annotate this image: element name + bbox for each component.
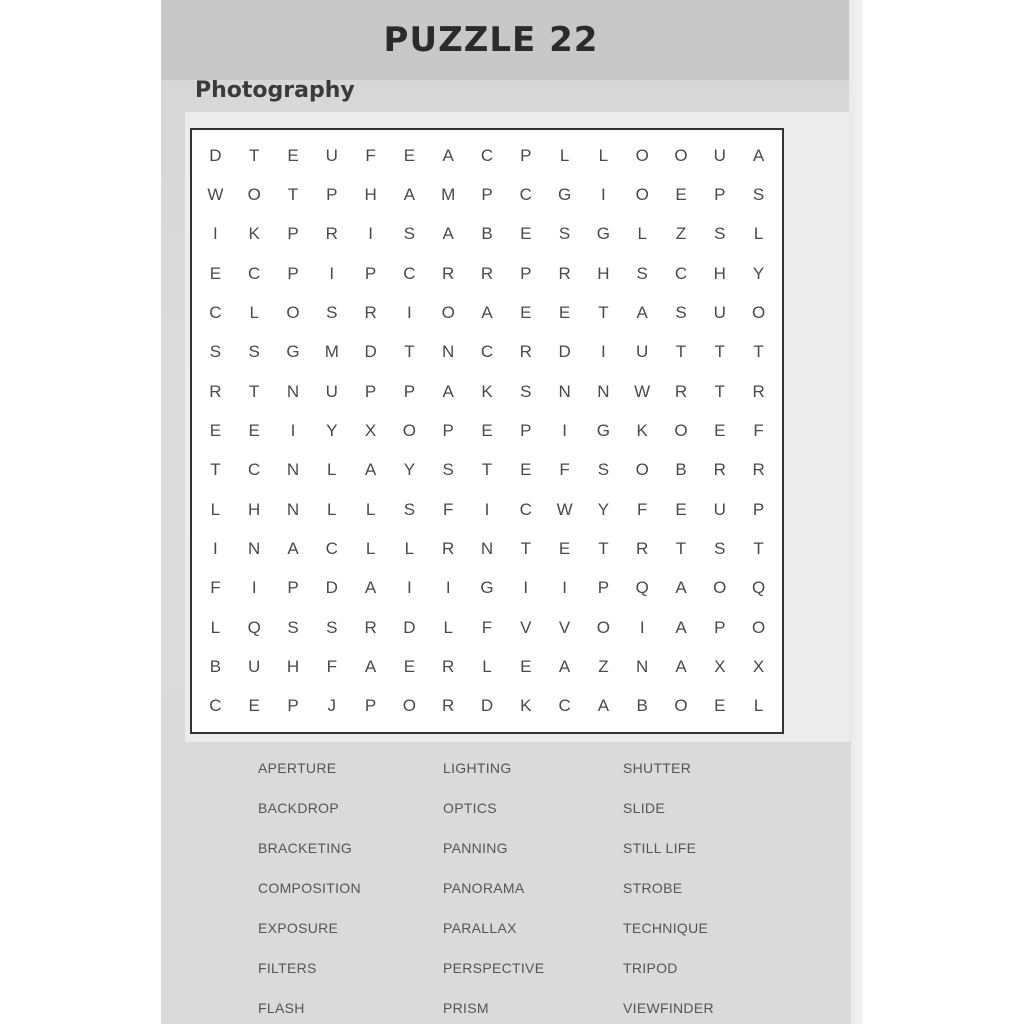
grid-letter: T xyxy=(520,538,531,558)
grid-letter: B xyxy=(481,224,493,244)
grid-letter: A xyxy=(442,224,454,244)
grid-letter: A xyxy=(364,460,377,480)
grid-letter: C xyxy=(480,342,494,362)
grid-letter: R xyxy=(636,538,649,558)
grid-letter: H xyxy=(364,184,377,204)
grid-letter: P xyxy=(364,696,377,716)
grid-letter: N xyxy=(248,538,261,558)
grid-letter: E xyxy=(714,696,726,716)
grid-letter: U xyxy=(713,145,726,165)
word-list-item: EXPOSURE xyxy=(258,920,339,936)
grid-letter: R xyxy=(364,302,377,322)
grid-letter: A xyxy=(636,302,648,322)
grid-letter: S xyxy=(442,460,454,480)
word-list-item: VIEWFINDER xyxy=(623,1000,714,1016)
grid-letter: O xyxy=(635,145,649,165)
grid-letter: S xyxy=(558,224,571,244)
grid-letter: D xyxy=(403,617,416,637)
grid-letter: S xyxy=(326,302,338,322)
word-list-item: PRISM xyxy=(443,1000,489,1016)
grid-letter: R xyxy=(519,342,532,362)
grid-letter: R xyxy=(558,263,571,283)
grid-letter: N xyxy=(636,656,649,676)
grid-letter: T xyxy=(404,342,415,362)
grid-letter: C xyxy=(325,538,338,558)
grid-letter: E xyxy=(558,302,571,322)
grid-letter: A xyxy=(287,538,299,558)
grid-letter: T xyxy=(287,184,299,204)
grid-letter: G xyxy=(596,224,610,244)
grid-letter: T xyxy=(598,302,609,322)
grid-letter: J xyxy=(327,696,337,716)
word-list-item: PANNING xyxy=(443,840,508,856)
grid-letter: S xyxy=(248,342,260,362)
grid-letter: E xyxy=(520,224,532,244)
grid-letter: C xyxy=(519,184,532,204)
grid-letter: O xyxy=(751,302,766,322)
grid-letter: L xyxy=(365,499,376,519)
grid-letter: A xyxy=(481,302,493,322)
grid-letter: U xyxy=(713,499,726,519)
word-list-item: PANORAMA xyxy=(443,880,525,896)
grid-letter: A xyxy=(442,145,454,165)
grid-letter: N xyxy=(286,460,300,480)
grid-letter: O xyxy=(286,302,300,322)
grid-letter: P xyxy=(597,578,610,598)
grid-letter: I xyxy=(562,578,567,598)
grid-letter: T xyxy=(753,342,764,362)
grid-letter: L xyxy=(482,656,492,676)
grid-letter: L xyxy=(559,145,570,165)
grid-letter: L xyxy=(753,696,764,716)
grid-letter: R xyxy=(209,381,222,401)
grid-letter: L xyxy=(327,460,337,480)
grid-letter: O xyxy=(247,184,261,204)
grid-letter: Y xyxy=(752,263,765,283)
grid-letter: I xyxy=(639,617,645,637)
grid-letter: E xyxy=(558,538,571,558)
grid-letter: V xyxy=(520,617,532,637)
word-list xyxy=(258,748,758,1018)
grid-letter: N xyxy=(286,381,300,401)
grid-letter: A xyxy=(597,696,610,716)
grid-letter: O xyxy=(596,617,610,637)
grid-letter: N xyxy=(286,499,300,519)
grid-letter: U xyxy=(325,381,338,401)
grid-letter: P xyxy=(364,263,377,283)
grid-letter: I xyxy=(445,578,451,598)
grid-letter: Z xyxy=(598,656,609,676)
grid-letter: F xyxy=(326,656,337,676)
grid-letter: L xyxy=(210,499,221,519)
grid-letter: R xyxy=(364,617,377,637)
word-list-item: LIGHTING xyxy=(443,760,512,776)
grid-letter: U xyxy=(636,342,649,362)
grid-letter: O xyxy=(402,420,416,440)
grid-letter: E xyxy=(675,184,687,204)
grid-letter: H xyxy=(597,263,610,283)
grid-letter: L xyxy=(249,302,259,322)
grid-letter: T xyxy=(753,538,764,558)
grid-letter: P xyxy=(714,184,726,204)
grid-letter: K xyxy=(248,224,260,244)
grid-letter: I xyxy=(251,578,257,598)
grid-letter: S xyxy=(714,538,726,558)
page-title: PUZZLE 22 xyxy=(383,20,599,60)
grid-letter: C xyxy=(403,263,416,283)
grid-letter: D xyxy=(209,145,222,165)
word-list-item: COMPOSITION xyxy=(258,880,361,896)
grid-letter: S xyxy=(209,342,222,362)
grid-letter: P xyxy=(326,184,338,204)
grid-letter: I xyxy=(213,224,218,244)
word-list-item: SHUTTER xyxy=(623,760,692,776)
grid-letter: L xyxy=(365,538,376,558)
grid-letter: I xyxy=(407,578,412,598)
word-list-item: STILL LIFE xyxy=(623,840,697,856)
grid-letter: Q xyxy=(247,617,261,637)
grid-letter: T xyxy=(714,342,725,362)
grid-letter: E xyxy=(714,420,726,440)
word-list-item: OPTICS xyxy=(443,800,497,816)
grid-letter: E xyxy=(403,145,416,165)
grid-letter: A xyxy=(558,656,571,676)
grid-letter: R xyxy=(442,538,455,558)
grid-letter: S xyxy=(520,381,532,401)
grid-letter: R xyxy=(442,263,455,283)
grid-letter: I xyxy=(329,263,335,283)
grid-letter: I xyxy=(601,342,606,362)
grid-letter: A xyxy=(364,656,377,676)
grid-letter: F xyxy=(210,578,221,598)
word-list-item: STROBE xyxy=(623,880,683,896)
grid-letter: E xyxy=(209,263,222,283)
grid-letter: S xyxy=(752,184,765,204)
grid-letter: M xyxy=(441,184,456,204)
grid-letter: N xyxy=(480,538,494,558)
grid-letter: I xyxy=(213,538,218,558)
grid-letter: L xyxy=(210,617,221,637)
grid-letter: P xyxy=(403,381,416,401)
grid-letter: P xyxy=(520,263,532,283)
grid-letter: P xyxy=(442,420,454,440)
grid-letter: O xyxy=(635,460,649,480)
grid-letter: U xyxy=(248,656,261,676)
grid-letter: R xyxy=(713,460,726,480)
grid-letter: L xyxy=(637,224,647,244)
grid-letter: E xyxy=(209,420,222,440)
grid-letter: N xyxy=(597,381,610,401)
grid-letter: P xyxy=(714,617,726,637)
grid-letter: H xyxy=(248,499,261,519)
grid-letter: F xyxy=(365,145,376,165)
grid-letter: X xyxy=(364,420,377,440)
grid-letter: C xyxy=(519,499,532,519)
grid-letter: C xyxy=(248,460,261,480)
grid-letter: K xyxy=(481,381,493,401)
grid-letter: R xyxy=(752,460,765,480)
grid-letter: T xyxy=(675,342,687,362)
grid-letter: P xyxy=(752,499,765,519)
grid-letter: C xyxy=(480,145,494,165)
grid-letter: E xyxy=(248,420,260,440)
grid-letter: L xyxy=(443,617,453,637)
word-list-item: APERTURE xyxy=(258,760,337,776)
grid-letter: P xyxy=(520,420,532,440)
grid-letter: O xyxy=(713,578,727,598)
grid-letter: H xyxy=(286,656,300,676)
grid-letter: T xyxy=(249,381,260,401)
grid-letter: E xyxy=(520,302,532,322)
grid-letter: E xyxy=(287,145,299,165)
grid-letter: G xyxy=(557,184,572,204)
grid-letter: H xyxy=(713,263,726,283)
grid-letter: V xyxy=(558,617,571,637)
grid-letter: S xyxy=(675,302,687,322)
grid-letter: P xyxy=(287,578,299,598)
grid-letter: T xyxy=(598,538,609,558)
word-list-item: PERSPECTIVE xyxy=(443,960,545,976)
grid-letter: P xyxy=(287,263,299,283)
grid-letter: U xyxy=(325,145,338,165)
grid-letter: T xyxy=(714,381,725,401)
grid-letter: B xyxy=(209,656,222,676)
grid-letter: I xyxy=(290,420,296,440)
grid-letter: R xyxy=(442,656,455,676)
word-list-item: TECHNIQUE xyxy=(623,920,709,936)
word-list-item: FILTERS xyxy=(258,960,317,976)
grid-letter: E xyxy=(481,420,493,440)
grid-letter: I xyxy=(601,184,606,204)
grid-letter: D xyxy=(364,342,377,362)
grid-letter: L xyxy=(404,538,415,558)
grid-letter: O xyxy=(635,184,649,204)
grid-letter: A xyxy=(442,381,454,401)
grid-letter: Y xyxy=(597,499,610,519)
grid-letter: E xyxy=(403,656,416,676)
grid-letter: O xyxy=(674,420,688,440)
grid-letter: T xyxy=(210,460,221,480)
grid-letter: O xyxy=(751,617,766,637)
grid-letter: N xyxy=(558,381,571,401)
grid-letter: O xyxy=(674,145,688,165)
grid-letter: S xyxy=(597,460,610,480)
grid-letter: R xyxy=(674,381,688,401)
grid-letter: A xyxy=(403,184,416,204)
grid-letter: B xyxy=(675,460,687,480)
grid-letter: X xyxy=(752,656,765,676)
grid-letter: F xyxy=(753,420,764,440)
grid-letter: F xyxy=(559,460,570,480)
grid-letter: P xyxy=(481,184,493,204)
grid-letter: W xyxy=(634,381,651,401)
grid-letter: W xyxy=(556,499,573,519)
grid-letter: G xyxy=(286,342,300,362)
grid-letter: P xyxy=(520,145,532,165)
grid-letter: R xyxy=(325,224,338,244)
word-list-item: BRACKETING xyxy=(258,840,353,856)
grid-letter: A xyxy=(752,145,765,165)
grid-letter: O xyxy=(402,696,416,716)
grid-letter: E xyxy=(520,656,532,676)
grid-letter: P xyxy=(364,381,377,401)
grid-letter: B xyxy=(636,696,648,716)
grid-letter: L xyxy=(327,499,337,519)
grid-letter: R xyxy=(442,696,455,716)
grid-letter: C xyxy=(248,263,261,283)
grid-letter: D xyxy=(480,696,494,716)
grid-letter: T xyxy=(675,538,687,558)
grid-letter: L xyxy=(598,145,609,165)
grid-letter: C xyxy=(558,696,571,716)
word-search-grid xyxy=(190,128,784,734)
grid-letter: D xyxy=(558,342,571,362)
grid-letter: F xyxy=(443,499,454,519)
grid-letter: S xyxy=(403,499,416,519)
grid-letter: U xyxy=(713,302,726,322)
grid-letter: I xyxy=(368,224,373,244)
grid-letter: R xyxy=(752,381,765,401)
grid-letter: T xyxy=(481,460,493,480)
grid-letter: A xyxy=(364,578,377,598)
grid-letter: A xyxy=(675,617,687,637)
puzzle-theme: Photography xyxy=(195,78,355,103)
grid-letter: E xyxy=(248,696,260,716)
grid-letter: Q xyxy=(635,578,649,598)
page-edge xyxy=(849,0,863,1024)
grid-letter: F xyxy=(637,499,648,519)
word-list-item: TRIPOD xyxy=(623,960,678,976)
grid-letter: G xyxy=(596,420,610,440)
grid-letter: Q xyxy=(751,578,766,598)
grid-letter: A xyxy=(675,578,687,598)
grid-letter: O xyxy=(674,696,688,716)
grid-letter: L xyxy=(753,224,764,244)
grid-letter: T xyxy=(249,145,260,165)
grid-letter: N xyxy=(442,342,455,362)
grid-letter: P xyxy=(287,696,299,716)
grid-letter: M xyxy=(324,342,339,362)
grid-letter: C xyxy=(209,302,222,322)
grid-letter: I xyxy=(484,499,490,519)
grid-letter: S xyxy=(403,224,416,244)
grid-letter: C xyxy=(674,263,688,283)
grid-letter: S xyxy=(326,617,338,637)
grid-letter: I xyxy=(523,578,529,598)
grid-letter: O xyxy=(441,302,455,322)
word-list-item: FLASH xyxy=(258,1000,305,1016)
grid-letter: I xyxy=(562,420,567,440)
grid-letter: F xyxy=(481,617,493,637)
grid-letter: S xyxy=(287,617,299,637)
grid-letter: D xyxy=(325,578,338,598)
grid-letter: Y xyxy=(403,460,416,480)
grid-letter: Y xyxy=(326,420,338,440)
grid-letter: G xyxy=(480,578,494,598)
grid-letter: E xyxy=(675,499,687,519)
grid-letter: I xyxy=(407,302,412,322)
grid-letter: P xyxy=(287,224,299,244)
grid-letter: X xyxy=(714,656,726,676)
grid-letter: K xyxy=(520,696,532,716)
grid-letter: W xyxy=(207,184,224,204)
grid-letter: K xyxy=(636,420,648,440)
grid-letter: S xyxy=(636,263,648,283)
grid-letter: A xyxy=(675,656,687,676)
word-list-item: BACKDROP xyxy=(258,800,339,816)
grid-letter: E xyxy=(520,460,532,480)
grid-letter: R xyxy=(480,263,494,283)
word-list-item: SLIDE xyxy=(623,800,665,816)
grid-letter: S xyxy=(714,224,726,244)
grid-letter: Z xyxy=(675,224,687,244)
grid-letter: C xyxy=(209,696,222,716)
word-list-item: PARALLAX xyxy=(443,920,517,936)
